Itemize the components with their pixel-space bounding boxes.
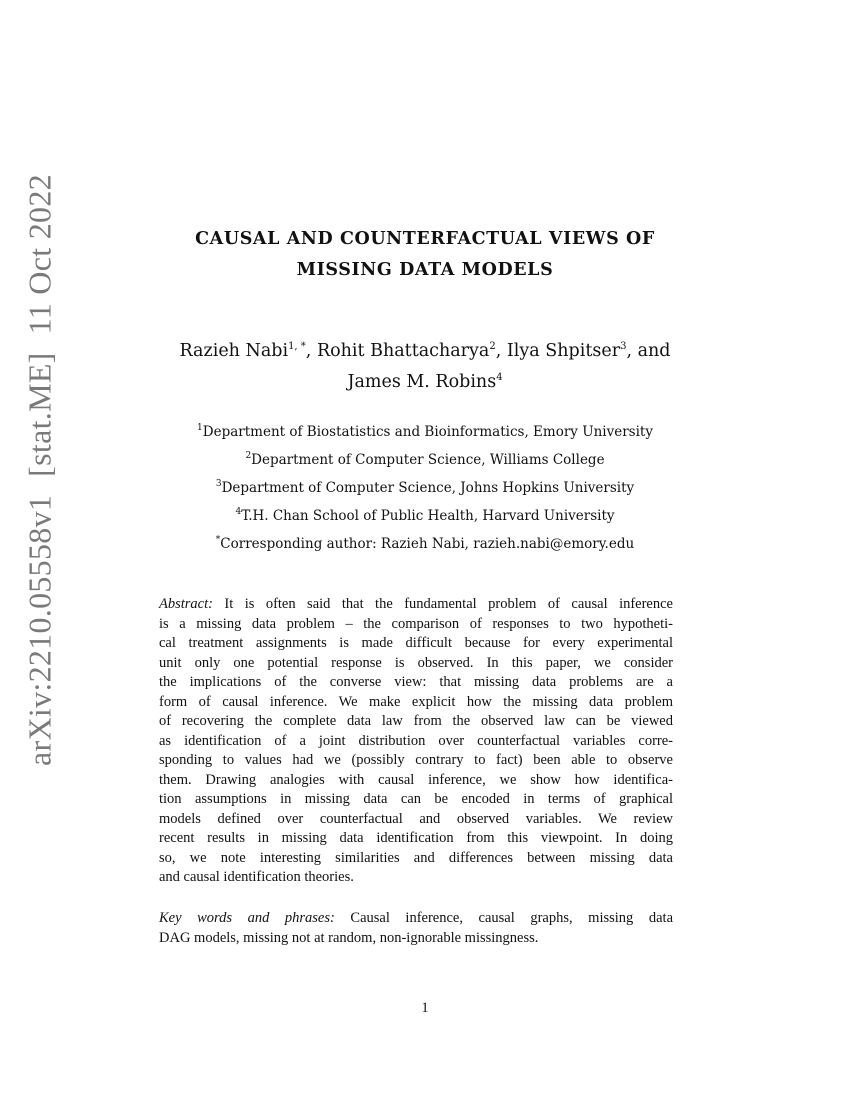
keywords-line: DAG models, missing not at random, non-ignorable missingness. <box>159 929 539 946</box>
affiliation-list <box>100 418 750 558</box>
author-name: Ilya Shpitser <box>506 341 621 361</box>
affiliation <box>100 446 750 474</box>
affiliation-text: Department of Biostatistics and Bioinformatics, Emory University <box>202 424 653 440</box>
abstract-line: of recovering the complete data law from the observed law can be viewed <box>159 713 673 729</box>
affiliation-mark: * <box>215 535 221 545</box>
author-conjunction: , and <box>626 341 671 361</box>
affiliation-mark: 3 <box>215 479 222 489</box>
abstract-line <box>159 595 673 615</box>
affiliation-mark: 2 <box>245 451 252 461</box>
affiliation-text: Department of Computer Science, Williams College <box>251 452 605 468</box>
arxiv-category: [stat.ME] <box>21 352 58 477</box>
abstract-line: cal treatment assignments is made difficult because for every experimental <box>159 635 673 651</box>
affiliation <box>100 474 750 502</box>
affiliation <box>100 502 750 530</box>
abstract-line: recent results in missing data identification from this viewpoint. In doing <box>159 830 673 846</box>
abstract-label: Abstract: <box>159 596 213 612</box>
author-name: James M. Robins <box>347 372 497 392</box>
page-number: 1 <box>421 1000 429 1016</box>
abstract-line: unit only one potential response is observed. In this paper, we consider <box>159 654 673 671</box>
keywords <box>159 909 673 948</box>
author-affil-mark: 1, * <box>288 341 306 352</box>
arxiv-id: arXiv:2210.05558v1 <box>21 494 58 766</box>
affiliation-text: Department of Computer Science, Johns Hopkins University <box>221 480 635 496</box>
author-name: Rohit Bhattacharya <box>316 341 490 361</box>
abstract-line: and causal identification theories. <box>159 869 354 885</box>
author-name: Razieh Nabi <box>179 341 289 361</box>
keywords-text: Causal inference, causal graphs, missing data <box>334 910 673 926</box>
author-list <box>100 336 750 398</box>
abstract-text: It is often said that the fundamental problem of causal inference <box>212 596 673 612</box>
abstract-line: tion assumptions in missing data can be encoded in terms of graphical <box>159 791 673 807</box>
author-affil-mark: 2 <box>489 341 496 352</box>
abstract-line: the implications of the converse view: that missing data problems are a <box>159 674 673 690</box>
abstract <box>159 595 673 888</box>
keywords-label: Key words and phrases: <box>159 910 335 926</box>
abstract-line: as identification of a joint distribution over counterfactual variables corre- <box>159 732 673 749</box>
author-affil-mark: 4 <box>496 372 503 383</box>
affiliation-text: T.H. Chan School of Public Health, Harvard University <box>241 508 615 524</box>
arxiv-side-stamp <box>22 174 59 766</box>
keywords-line <box>159 909 673 929</box>
affiliation-mark: 4 <box>235 507 242 517</box>
arxiv-date: 11 Oct 2022 <box>21 174 58 335</box>
title-line: MISSING DATA MODELS <box>296 260 554 280</box>
author-line: Razieh Nabi$^{1, *}$, Rohit Bhattacharya$^2$, Ilya Shpitser$^3$, and <box>179 341 671 361</box>
corresponding-author <box>100 530 750 558</box>
abstract-line: them. Drawing analogies with causal inference, we show how identifica- <box>159 771 673 788</box>
affiliation <box>100 418 750 446</box>
abstract-line: models defined over counterfactual and observed variables. We review <box>159 810 673 827</box>
author-affil-mark: 3 <box>620 341 627 352</box>
affiliation-text: Corresponding author: Razieh Nabi, razieh.nabi@emory.edu <box>220 536 635 552</box>
abstract-line: form of causal inference. We make explicit how the missing data problem <box>159 693 673 710</box>
abstract-line: sponding to values had we (possibly contrary to fact) been able to observe <box>159 752 673 768</box>
paper-title <box>100 224 750 286</box>
abstract-line: is a missing data problem – the comparison of responses to two hypotheti- <box>159 615 673 632</box>
affiliation-mark: 1 <box>197 423 203 433</box>
abstract-line: so, we note interesting similarities and differences between missing data <box>159 849 673 866</box>
title-line: CAUSAL AND COUNTERFACTUAL VIEWS OF <box>195 229 655 249</box>
author-line <box>100 367 750 398</box>
